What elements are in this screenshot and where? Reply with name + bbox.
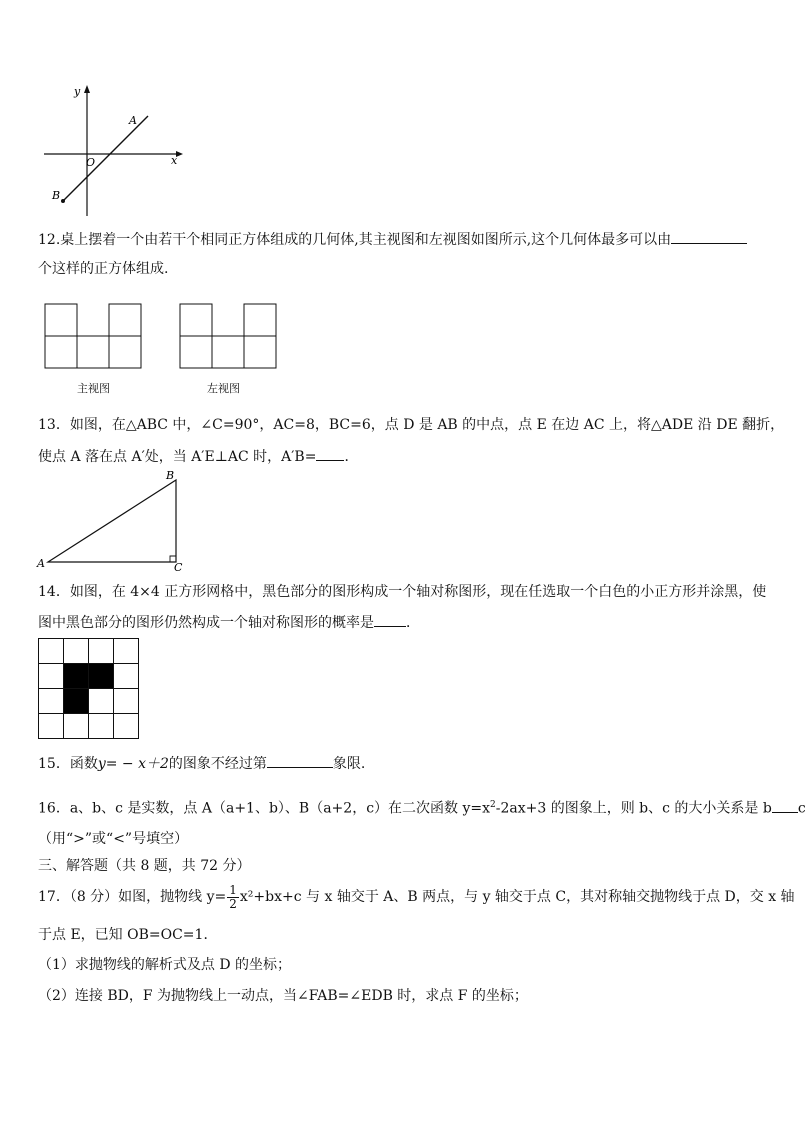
left-view-caption: 左视图 [207, 382, 240, 395]
grid-cell-white[interactable] [64, 714, 89, 739]
grid-4x4 [38, 638, 139, 739]
q16-exponent: 2 [490, 800, 496, 810]
front-view-caption: 主视图 [77, 382, 110, 395]
q14-line1: 14．如图，在 4×4 正方形网格中，黑色部分的图形构成一个轴对称图形，现在任选取一个白色的小正方形并涂黑，使 [38, 584, 767, 600]
q12-text: 12.桌上摆着一个由若干个相同正方体组成的几何体,其主视图和左视图如图所示,这个几何体最多可以由 [38, 232, 672, 248]
q13-line1: 13．如图，在△ABC 中，∠C=90°，AC=8，BC=6，点 D 是 AB 的中点，点 E 在边 AC 上，将△ADE 沿 DE 翻折， [38, 417, 785, 433]
triangle-figure [34, 468, 186, 572]
section-3-heading: 三、解答题（共 8 题，共 72 分） [38, 858, 251, 874]
q15-line [38, 753, 365, 774]
point-a-label: A [129, 114, 137, 127]
grid-cell-black [64, 689, 89, 714]
left-view-figure [179, 303, 277, 369]
q17-line1 [38, 883, 795, 911]
q17-part1: （1）求抛物线的解析式及点 D 的坐标； [38, 957, 292, 973]
q16-end: c [797, 800, 806, 817]
q16-answer-blank[interactable] [772, 798, 798, 813]
q15-prefix: 15．函数 [38, 756, 98, 772]
vertex-a-label: A [37, 557, 45, 570]
q14-text: 图中黑色部分的图形仍然构成一个轴对称图形的概率是 [38, 615, 374, 631]
triangle-abc [48, 480, 176, 562]
q13-line2 [38, 446, 358, 467]
fraction-numerator: 1 [229, 882, 237, 897]
q13-end: ． [344, 449, 359, 465]
grid-cell-white[interactable] [39, 664, 64, 689]
grid-cell-black [89, 664, 114, 689]
q17-line2: 于点 E，已知 OB=OC=1． [38, 927, 218, 943]
q12-line1 [38, 229, 747, 250]
grid-cell-white[interactable] [114, 689, 139, 714]
vertex-c-label: C [174, 561, 183, 574]
grid-cell-white[interactable] [39, 689, 64, 714]
q12-line2: 个这样的正方体组成. [38, 261, 169, 277]
line-ab [62, 116, 148, 202]
fraction-denominator: 2 [229, 896, 237, 911]
q13-answer-blank[interactable] [316, 446, 344, 461]
grid-cell-white[interactable] [114, 639, 139, 664]
grid-cell-white[interactable] [114, 714, 139, 739]
q15-answer-blank[interactable] [267, 753, 333, 768]
q16-text-b: -2ax+3 的图象上，则 b、c 的大小关系是 b [495, 800, 772, 817]
y-axis-label: y [74, 85, 81, 98]
grid-cell-white[interactable] [89, 689, 114, 714]
q17-text-b: x²+bx+c 与 x 轴交于 A、B 两点，与 y 轴交于点 C，其对称轴交抛物线于点 D，交 x 轴 [239, 889, 795, 905]
grid-cell-white[interactable] [64, 639, 89, 664]
q14-line2 [38, 612, 420, 633]
q16-line2: （用“>”或“<”号填空） [38, 831, 189, 847]
q13-text: 使点 A 落在点 A′处，当 A′E⊥AC 时，A′B= [38, 449, 317, 465]
q14-answer-blank[interactable] [374, 612, 406, 627]
q17-text-a: 17．（8 分）如图，抛物线 y= [38, 889, 227, 905]
x-axis-label: x [171, 154, 178, 167]
coordinate-figure [38, 82, 188, 217]
origin-label: O [86, 156, 96, 169]
fraction-one-half [227, 884, 239, 911]
q15-middle: 的图象不经过第 [168, 756, 267, 772]
q12-answer-blank[interactable] [671, 229, 747, 244]
point-b-label: B [52, 189, 61, 202]
front-view-figure [44, 303, 142, 369]
q16-line1 [38, 795, 806, 819]
grid-cell-white[interactable] [39, 639, 64, 664]
point-b-dot [61, 199, 65, 203]
q15-suffix: 象限. [332, 756, 366, 772]
q15-formula: y= − x＋2 [97, 756, 169, 772]
grid-cell-white[interactable] [89, 639, 114, 664]
q16-text-a: 16．a、b、c 是实数，点 A（a+1、b）、B（a+2，c）在二次函数 y=x [38, 800, 491, 817]
grid-cell-black [64, 664, 89, 689]
y-axis-arrow [84, 85, 90, 93]
grid-cell-white[interactable] [39, 714, 64, 739]
vertex-b-label: B [166, 469, 175, 482]
q14-end: ． [406, 615, 420, 631]
grid-cell-white[interactable] [114, 664, 139, 689]
grid-cell-white[interactable] [89, 714, 114, 739]
q17-part2: （2）连接 BD，F 为抛物线上一动点，当∠FAB=∠EDB 时，求点 F 的坐标； [38, 988, 528, 1004]
